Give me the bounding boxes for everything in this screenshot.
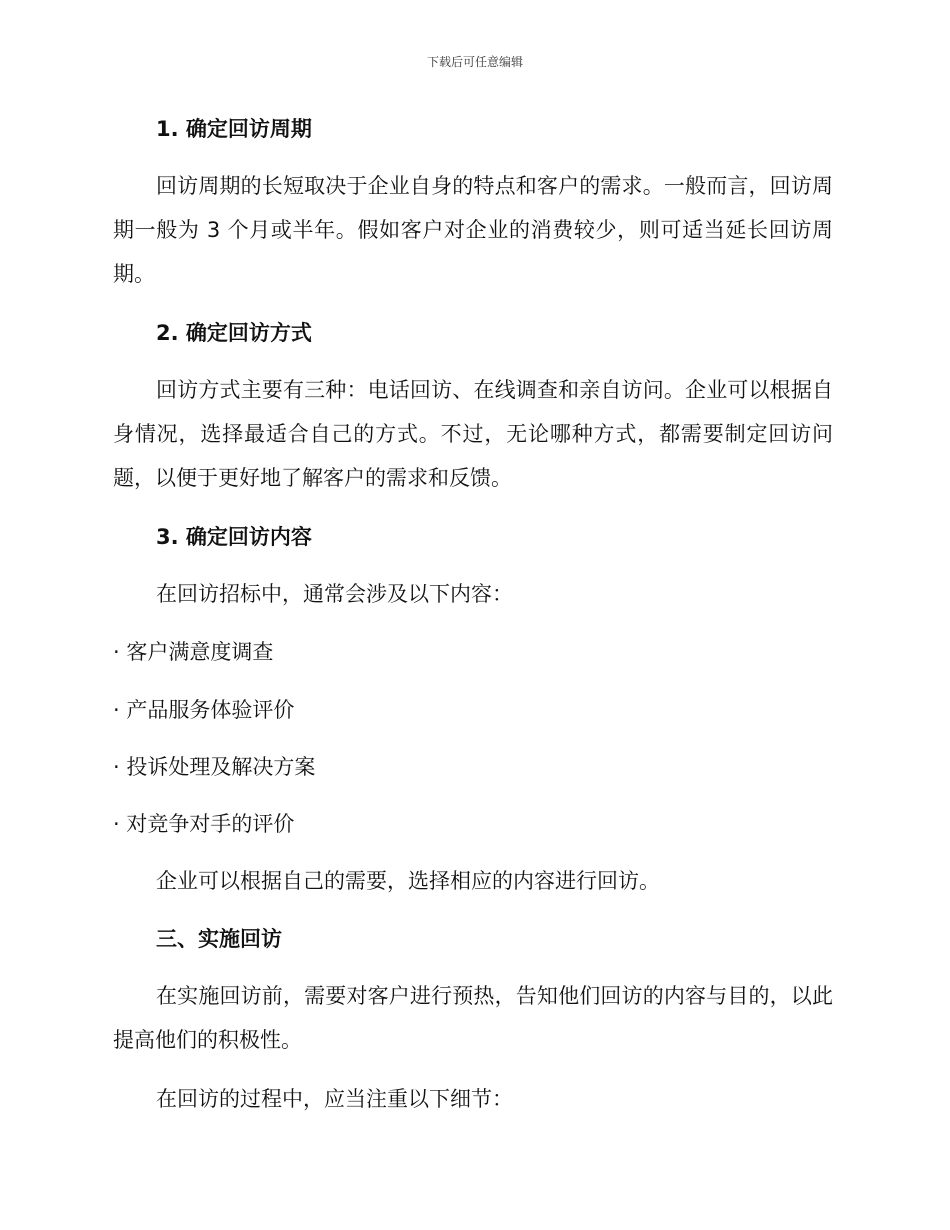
paragraph-implement-details: 在回访的过程中，应当注重以下细节：	[156, 1087, 513, 1111]
section-heading-implement: 三、实施回访	[156, 927, 282, 951]
list-item: · 投诉处理及解决方案	[113, 755, 316, 779]
list-item: · 产品服务体验评价	[113, 698, 295, 722]
paragraph-cycle: 回访周期的长短取决于企业自身的特点和客户的需求。一般而言，回访周期一般为 3 个月或半年。假如客户对企业的消费较少，则可适当延长回访周期。	[113, 174, 833, 286]
paragraph-implement-prep: 在实施回访前，需要对客户进行预热，告知他们回访的内容与目的，以此提高他们的积极性。	[113, 984, 833, 1052]
section-heading-cycle: 1. 确定回访周期	[156, 117, 312, 141]
paragraph-method: 回访方式主要有三种：电话回访、在线调查和亲自访问。企业可以根据自身情况，选择最适合自己的方式。不过，无论哪种方式，都需要制定回访问题，以便于更好地了解客户的需求和反馈。	[113, 378, 833, 490]
list-item: · 对竞争对手的评价	[113, 812, 295, 836]
list-item: · 客户满意度调查	[113, 640, 274, 664]
paragraph-content-intro: 在回访招标中，通常会涉及以下内容：	[156, 582, 513, 606]
section-heading-method: 2. 确定回访方式	[156, 321, 312, 345]
page-header: 下载后可任意编辑	[426, 55, 523, 69]
section-heading-content: 3. 确定回访内容	[156, 525, 312, 549]
paragraph-content-choice: 企业可以根据自己的需要，选择相应的内容进行回访。	[156, 869, 660, 893]
